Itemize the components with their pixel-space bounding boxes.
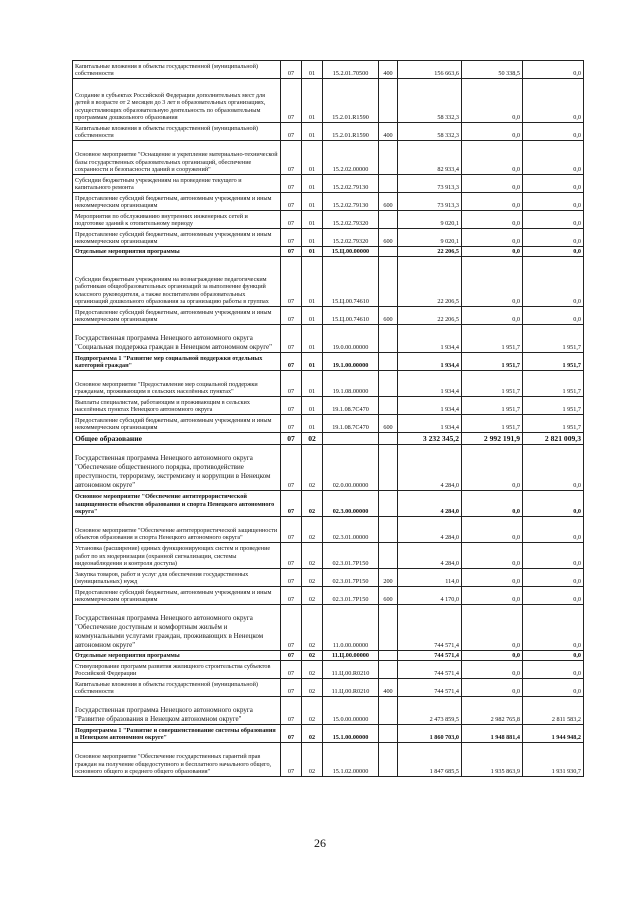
cell-subsection: 02 [302,697,323,725]
table-row [73,193,584,211]
cell-amount-year1: 3 232 345,2 [398,433,462,445]
cell-section: 07 [281,445,302,491]
cell-description: Государственная программа Ненецкого автономного округа "Обеспечение доступным и комфортным жильём и коммунальными услугами граждан, проживающих в Ненецком автономном округе" [73,605,281,651]
cell-section: 07 [281,141,302,175]
cell-target-article: 11.Ц.00.R0210 [323,679,379,697]
table-row [73,397,584,415]
cell-expense-type [379,605,398,651]
cell-description: Предоставление субсидий бюджетным, автономным учреждениям и иным некоммерческим организациям [73,587,281,605]
cell-amount-year2: 1 951,7 [462,371,523,397]
cell-amount-year1: 4 284,0 [398,491,462,517]
cell-section: 07 [281,743,302,777]
cell-description: Основное мероприятие "Обеспечение государственных гарантий прав граждан на получение общедоступного и бесплатного начального общего, основного общего и среднего общего образования" [73,743,281,777]
cell-amount-year2: 0,0 [462,193,523,211]
cell-section: 07 [281,415,302,433]
cell-target-article: 19.0.00.00000 [323,325,379,353]
cell-amount-year2: 0,0 [462,661,523,679]
cell-subsection: 02 [302,491,323,517]
cell-amount-year2: 50 338,5 [462,61,523,79]
cell-amount-year1: 9 020,1 [398,229,462,247]
cell-section: 07 [281,725,302,743]
table-row [73,743,584,777]
cell-amount-year2: 0,0 [462,491,523,517]
cell-amount-year3: 0,0 [523,661,584,679]
table-row [73,433,584,445]
cell-amount-year2: 0,0 [462,257,523,307]
cell-subsection: 02 [302,587,323,605]
cell-section: 07 [281,605,302,651]
cell-amount-year2: 0,0 [462,247,523,257]
cell-target-article: 02.3.01.00000 [323,517,379,543]
cell-section: 07 [281,123,302,141]
cell-subsection: 01 [302,257,323,307]
cell-target-article: 15.Ц.00.00000 [323,247,379,257]
cell-subsection: 02 [302,679,323,697]
cell-amount-year1: 1 934,4 [398,415,462,433]
cell-section: 07 [281,247,302,257]
cell-section: 07 [281,679,302,697]
cell-target-article: 02.3.00.00000 [323,491,379,517]
cell-subsection: 01 [302,325,323,353]
cell-amount-year3: 1 951,7 [523,371,584,397]
cell-amount-year3: 1 951,7 [523,415,584,433]
cell-amount-year1: 744 571,4 [398,651,462,661]
cell-subsection: 01 [302,61,323,79]
cell-target-article: 15.2.02.79130 [323,193,379,211]
cell-amount-year1: 22 206,5 [398,257,462,307]
cell-amount-year3: 0,0 [523,517,584,543]
cell-target-article: 15.2.02.79130 [323,175,379,193]
cell-expense-type: 600 [379,415,398,433]
cell-section: 07 [281,433,302,445]
cell-subsection: 01 [302,353,323,371]
cell-subsection: 02 [302,743,323,777]
table-row [73,697,584,725]
cell-subsection: 01 [302,371,323,397]
cell-target-article: 15.Ц.00.74610 [323,257,379,307]
table-row [73,307,584,325]
cell-description: Подпрограмма 1 "Развитие и совершенствование системы образования в Ненецком автономном округе" [73,725,281,743]
table-row [73,517,584,543]
cell-description: Подпрограмма 1 "Развитие мер социальной поддержки отдельных категорий граждан" [73,353,281,371]
cell-subsection: 01 [302,307,323,325]
cell-section: 07 [281,371,302,397]
cell-target-article: 15.1.02.00000 [323,743,379,777]
cell-amount-year2: 0,0 [462,605,523,651]
cell-section: 07 [281,229,302,247]
cell-subsection: 01 [302,175,323,193]
table-row [73,211,584,229]
cell-expense-type [379,661,398,679]
cell-description: Субсидии бюджетным учреждениям на проведение текущего и капитального ремонта [73,175,281,193]
table-row [73,325,584,353]
cell-description: Установка (расширение) единых функционирующих систем и проведение работ по их модернизации (охранной сигнализации, системы видеонаблюдения и контроля доступа) [73,543,281,569]
cell-amount-year1: 82 933,4 [398,141,462,175]
cell-target-article: 15.2.02.79320 [323,211,379,229]
cell-description: Капитальные вложения в объекты государственной (муниципальной) собственности [73,123,281,141]
cell-target-article: 02.3.01.7Р150 [323,587,379,605]
cell-amount-year2: 0,0 [462,141,523,175]
cell-description: Закупка товаров, работ и услуг для обеспечения государственных (муниципальных) нужд [73,569,281,587]
cell-target-article: 15.2.01.70500 [323,61,379,79]
cell-target-article: 15.1.00.00000 [323,725,379,743]
cell-expense-type [379,211,398,229]
cell-amount-year3: 1 951,7 [523,325,584,353]
table-row [73,491,584,517]
cell-subsection: 02 [302,725,323,743]
cell-subsection: 02 [302,445,323,491]
table-row [73,445,584,491]
cell-subsection: 02 [302,661,323,679]
cell-section: 07 [281,211,302,229]
cell-expense-type [379,517,398,543]
cell-subsection: 01 [302,193,323,211]
cell-expense-type [379,543,398,569]
cell-amount-year1: 1 934,4 [398,397,462,415]
cell-expense-type: 400 [379,123,398,141]
cell-amount-year1: 58 332,3 [398,123,462,141]
cell-expense-type [379,445,398,491]
cell-expense-type: 600 [379,307,398,325]
cell-amount-year1: 156 663,6 [398,61,462,79]
cell-amount-year3: 1 951,7 [523,353,584,371]
cell-description: Отдельные мероприятия программы [73,247,281,257]
cell-subsection: 01 [302,211,323,229]
cell-amount-year1: 73 913,3 [398,175,462,193]
table-row [73,543,584,569]
cell-target-article: 02.0.00.00000 [323,445,379,491]
table-row [73,661,584,679]
cell-description: Капитальные вложения в объекты государственной (муниципальной) собственности [73,61,281,79]
cell-amount-year3: 0,0 [523,211,584,229]
cell-expense-type [379,433,398,445]
table-row [73,415,584,433]
cell-subsection: 02 [302,433,323,445]
cell-amount-year2: 0,0 [462,543,523,569]
cell-expense-type [379,651,398,661]
cell-description: Основное мероприятие "Обеспечение антитеррористической защищенности объектов образования и спорта Ненецкого автономного округа" [73,491,281,517]
cell-section: 07 [281,307,302,325]
cell-amount-year3: 0,0 [523,257,584,307]
cell-subsection: 02 [302,543,323,569]
cell-amount-year3: 0,0 [523,175,584,193]
cell-target-article: 11.0.00.00000 [323,605,379,651]
cell-target-article: 11.Ц.00.R0210 [323,661,379,679]
cell-target-article: 11.Ц.00.00000 [323,651,379,661]
cell-amount-year3: 0,0 [523,307,584,325]
cell-section: 07 [281,651,302,661]
cell-amount-year3: 0,0 [523,491,584,517]
table-row [73,371,584,397]
cell-amount-year1: 2 473 859,5 [398,697,462,725]
cell-section: 07 [281,569,302,587]
cell-amount-year1: 744 571,4 [398,661,462,679]
cell-amount-year3: 0,0 [523,229,584,247]
cell-target-article: 15.2.02.00000 [323,141,379,175]
table-row [73,247,584,257]
cell-amount-year3: 0,0 [523,569,584,587]
cell-amount-year2: 1 935 863,9 [462,743,523,777]
cell-target-article: 15.2.01.R1590 [323,79,379,123]
cell-subsection: 01 [302,415,323,433]
cell-description: Предоставление субсидий бюджетным, автономным учреждениям и иным некоммерческим организациям [73,229,281,247]
table-row [73,123,584,141]
cell-amount-year3: 0,0 [523,587,584,605]
cell-amount-year2: 0,0 [462,569,523,587]
cell-expense-type [379,141,398,175]
cell-description: Предоставление субсидий бюджетным, автономным учреждениям и иным некоммерческим организациям [73,193,281,211]
cell-description: Мероприятия по обслуживанию внутренних инженерных сетей и подготовке зданий к отопительному периоду [73,211,281,229]
cell-amount-year2: 2 992 191,9 [462,433,523,445]
table-row [73,79,584,123]
table-row [73,651,584,661]
cell-section: 07 [281,491,302,517]
cell-amount-year1: 1 934,4 [398,371,462,397]
cell-expense-type [379,491,398,517]
table-row [73,141,584,175]
cell-expense-type [379,397,398,415]
cell-amount-year1: 114,0 [398,569,462,587]
cell-expense-type: 600 [379,587,398,605]
cell-expense-type [379,257,398,307]
cell-amount-year3: 0,0 [523,61,584,79]
cell-amount-year1: 58 332,3 [398,79,462,123]
cell-amount-year1: 4 284,0 [398,445,462,491]
cell-expense-type [379,725,398,743]
cell-amount-year3: 1 944 948,2 [523,725,584,743]
cell-description: Государственная программа Ненецкого автономного округа "Обеспечение общественного порядка, противодействие преступности, терроризму, экстремизму и коррупции в Ненецком автономном округе" [73,445,281,491]
cell-amount-year1: 1 934,4 [398,353,462,371]
cell-subsection: 01 [302,141,323,175]
cell-target-article: 19.1.08.7С470 [323,397,379,415]
cell-description: Общее образование [73,433,281,445]
cell-description: Государственная программа Ненецкого автономного округа "Развитие образования в Ненецком автономном округе" [73,697,281,725]
cell-section: 07 [281,543,302,569]
cell-amount-year2: 1 951,7 [462,397,523,415]
cell-subsection: 01 [302,79,323,123]
cell-amount-year3: 0,0 [523,247,584,257]
cell-amount-year2: 0,0 [462,79,523,123]
table-row [73,725,584,743]
cell-amount-year2: 0,0 [462,211,523,229]
cell-amount-year3: 0,0 [523,445,584,491]
cell-amount-year3: 0,0 [523,679,584,697]
table-row [73,605,584,651]
cell-description: Основное мероприятие "Оснащение и укрепление материально-технической базы государственных образовательных организаций, обеспечение сохранности и безопасности зданий и сооружений" [73,141,281,175]
cell-expense-type: 400 [379,61,398,79]
cell-amount-year1: 73 913,3 [398,193,462,211]
cell-amount-year1: 4 284,0 [398,543,462,569]
cell-amount-year2: 1 948 881,4 [462,725,523,743]
cell-amount-year1: 9 020,1 [398,211,462,229]
cell-description: Отдельные мероприятия программы [73,651,281,661]
cell-amount-year3: 0,0 [523,651,584,661]
cell-section: 07 [281,325,302,353]
cell-section: 07 [281,193,302,211]
cell-description: Основное мероприятие "Предоставление мер социальной поддержки гражданам, проживающим в сельских населённых пунктах" [73,371,281,397]
cell-amount-year2: 1 951,7 [462,353,523,371]
cell-amount-year1: 4 284,0 [398,517,462,543]
cell-expense-type: 600 [379,229,398,247]
cell-amount-year2: 0,0 [462,587,523,605]
budget-table [72,60,584,777]
table-row [73,679,584,697]
table-row [73,175,584,193]
cell-section: 07 [281,79,302,123]
cell-description: Государственная программа Ненецкого автономного округа "Социальная поддержка граждан в Ненецком автономном округе" [73,325,281,353]
cell-section: 07 [281,697,302,725]
cell-expense-type [379,743,398,777]
cell-target-article: 15.2.02.79320 [323,229,379,247]
cell-amount-year1: 744 571,4 [398,679,462,697]
cell-expense-type: 400 [379,679,398,697]
cell-section: 07 [281,61,302,79]
cell-expense-type [379,175,398,193]
page-number: 26 [314,836,326,850]
cell-section: 07 [281,661,302,679]
cell-section: 07 [281,257,302,307]
cell-amount-year3: 2 821 009,3 [523,433,584,445]
table-row [73,229,584,247]
cell-expense-type [379,79,398,123]
cell-subsection: 02 [302,569,323,587]
cell-target-article [323,433,379,445]
cell-description: Предоставление субсидий бюджетным, автономным учреждениям и иным некоммерческим организациям [73,307,281,325]
cell-amount-year1: 1 847 685,5 [398,743,462,777]
cell-description: Субсидии бюджетным учреждениям на вознаграждение педагогическим работникам общеобразовательных организаций за выполнение функций классного руководителя, а также воспитателям образовательных организаций дошкольного образования за организацию работы в группах [73,257,281,307]
cell-expense-type [379,353,398,371]
cell-amount-year2: 0,0 [462,307,523,325]
cell-amount-year3: 2 811 583,2 [523,697,584,725]
cell-subsection: 01 [302,397,323,415]
cell-subsection: 02 [302,517,323,543]
cell-amount-year1: 4 170,0 [398,587,462,605]
cell-expense-type [379,325,398,353]
cell-subsection: 01 [302,247,323,257]
cell-expense-type [379,247,398,257]
cell-amount-year2: 0,0 [462,175,523,193]
cell-subsection: 02 [302,605,323,651]
cell-target-article: 15.2.01.R1590 [323,123,379,141]
cell-target-article: 15.Ц.00.74610 [323,307,379,325]
cell-target-article: 19.1.00.00000 [323,353,379,371]
cell-section: 07 [281,353,302,371]
table-row [73,587,584,605]
cell-section: 07 [281,397,302,415]
cell-description: Основное мероприятие "Обеспечение антитеррористической защищенности объектов образования и спорта Ненецкого автономного округа" [73,517,281,543]
cell-amount-year3: 0,0 [523,543,584,569]
cell-section: 07 [281,587,302,605]
table-row [73,61,584,79]
cell-amount-year2: 0,0 [462,679,523,697]
cell-description: Стимулирование программ развития жилищного строительства субъектов Российской Федерации [73,661,281,679]
cell-subsection: 01 [302,123,323,141]
table-row [73,257,584,307]
cell-expense-type: 200 [379,569,398,587]
cell-amount-year3: 0,0 [523,79,584,123]
cell-amount-year1: 1 934,4 [398,325,462,353]
cell-target-article: 02.3.01.7Р150 [323,569,379,587]
table-row [73,353,584,371]
cell-amount-year3: 0,0 [523,141,584,175]
cell-amount-year1: 22 206,5 [398,247,462,257]
cell-amount-year2: 0,0 [462,123,523,141]
cell-expense-type [379,371,398,397]
cell-amount-year3: 0,0 [523,193,584,211]
cell-subsection: 01 [302,229,323,247]
cell-amount-year1: 1 860 703,0 [398,725,462,743]
cell-section: 07 [281,517,302,543]
cell-amount-year2: 1 951,7 [462,415,523,433]
cell-amount-year2: 0,0 [462,445,523,491]
cell-amount-year1: 744 571,4 [398,605,462,651]
cell-expense-type [379,697,398,725]
budget-table-body [73,61,584,777]
cell-amount-year2: 0,0 [462,229,523,247]
table-row [73,569,584,587]
cell-target-article: 19.1.08.00000 [323,371,379,397]
cell-amount-year3: 1 931 930,7 [523,743,584,777]
cell-amount-year3: 0,0 [523,123,584,141]
cell-amount-year2: 1 951,7 [462,325,523,353]
cell-amount-year3: 1 951,7 [523,397,584,415]
cell-description: Предоставление субсидий бюджетным, автономным учреждениям и иным некоммерческим организациям [73,415,281,433]
cell-description: Выплаты специалистам, работающим и проживающим в сельских населённых пунктах Ненецкого автономного округа [73,397,281,415]
cell-amount-year1: 22 206,5 [398,307,462,325]
cell-amount-year3: 0,0 [523,605,584,651]
cell-subsection: 02 [302,651,323,661]
cell-target-article: 19.1.08.7С470 [323,415,379,433]
cell-amount-year2: 2 982 765,8 [462,697,523,725]
cell-description: Капитальные вложения в объекты государственной (муниципальной) собственности [73,679,281,697]
cell-amount-year2: 0,0 [462,651,523,661]
cell-description: Создание в субъектах Российской Федерации дополнительных мест для детей в возрасте от 2 месяцев до 3 лет в образовательных организациях, осуществляющих образовательную деятельность по образовательным программам дошкольного образования [73,79,281,123]
cell-section: 07 [281,175,302,193]
cell-target-article: 02.3.01.7Р150 [323,543,379,569]
cell-expense-type: 600 [379,193,398,211]
cell-amount-year2: 0,0 [462,517,523,543]
cell-target-article: 15.0.00.00000 [323,697,379,725]
